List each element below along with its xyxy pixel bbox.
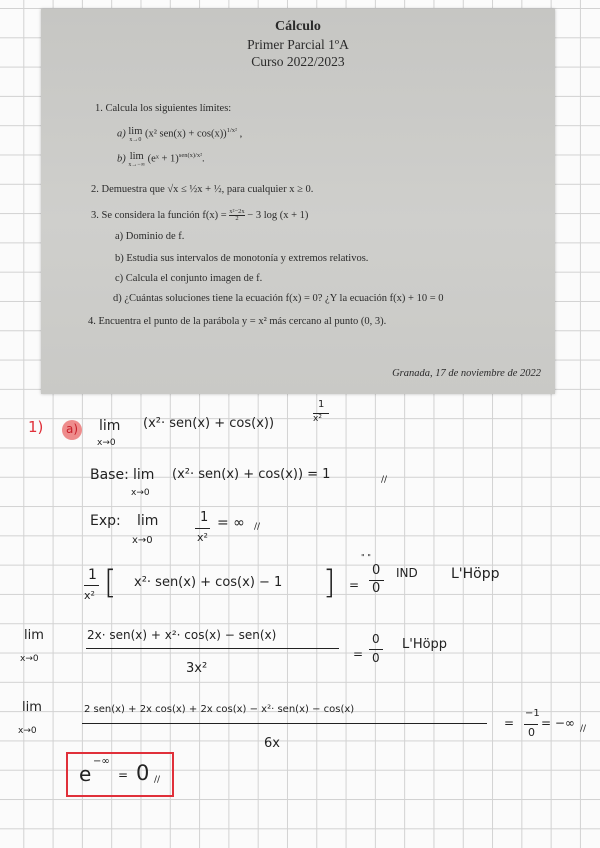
quote-marks: " " — [361, 553, 371, 562]
base-expression: (x²· sen(x) + cos(x)) = 1 — [172, 467, 331, 482]
fraction-bar — [82, 723, 487, 724]
fraction-bar — [369, 649, 383, 650]
indeterminate-numerator: 0 — [372, 632, 380, 646]
fraction-bar — [195, 528, 210, 529]
item-number: 1) — [28, 418, 44, 436]
limit-word: lim — [137, 513, 159, 529]
exam-date: Granada, 17 de noviembre de 2022 — [392, 368, 541, 379]
limit-operator: lim x→0 — [128, 126, 143, 143]
question-3b: b) Estudia sus intervalos de monotonía y extremos relativos. — [115, 253, 369, 264]
question-3d: d) ¿Cuántas soluciones tiene la ecuación f(x) = 0? ¿Y la ecuación f(x) + 10 = 0 — [113, 293, 444, 304]
denominator-expression: 6x — [264, 736, 280, 751]
factor-denominator: x² — [84, 589, 95, 602]
limit-word: lim — [133, 467, 155, 483]
denominator-expression: 3x² — [186, 661, 208, 676]
done-mark: // — [580, 724, 587, 734]
exponent-denominator: x² — [313, 414, 322, 424]
fraction-bar — [86, 648, 339, 649]
limit-subscript: x→0 — [132, 535, 153, 546]
hopital-rule: L'Höpp — [451, 566, 500, 582]
equals-sign: = — [504, 716, 515, 730]
exp-result: = ∞ — [217, 515, 245, 531]
done-mark: // — [381, 475, 388, 485]
equals-sign: = — [353, 647, 364, 661]
done-mark: // — [254, 522, 261, 532]
fraction: $\frac{\text{x²−2x}}{2}$ — [229, 208, 245, 222]
exam-title: Cálculo — [275, 19, 321, 34]
indeterminate-note: IND — [396, 566, 418, 580]
limit-subscript: x→0 — [97, 438, 116, 448]
bracket-expression: x²· sen(x) + cos(x) − 1 — [134, 575, 283, 590]
question-3: 3. Se considera la función f(x) = $\frac{\text{x²−2x}}{2}$ − 3 log (x + 1) — [91, 208, 309, 222]
exp-numerator: 1 — [200, 510, 209, 525]
result-base: e — [79, 762, 92, 786]
question-1b: b) lim x→−∞ (eˣ + 1)$^{sen(x)/x^2}$. — [117, 151, 205, 168]
exp-denominator: x² — [197, 531, 208, 544]
indeterminate-denominator: 0 — [372, 581, 381, 596]
exam-subtitle: Primer Parcial 1ºA — [247, 37, 349, 52]
equals-sign: = — [118, 768, 129, 782]
limit-word: lim — [99, 418, 121, 434]
right-bracket: ] — [323, 563, 336, 601]
numerator-expression: 2x· sen(x) + x²· cos(x) − sen(x) — [87, 628, 277, 642]
result-value: 0 — [136, 761, 150, 785]
hopital-rule: L'Höpp — [402, 637, 448, 652]
indeterminate-numerator: 0 — [372, 563, 381, 578]
exp-label: Exp: — [90, 513, 121, 529]
factor-numerator: 1 — [88, 567, 97, 583]
left-bracket: [ — [104, 563, 117, 601]
result-numerator: −1 — [525, 708, 540, 719]
indeterminate-denominator: 0 — [372, 651, 380, 665]
exponent-numerator: 1 — [318, 399, 325, 410]
limit-word: lim — [24, 628, 44, 643]
fraction-bar — [524, 724, 538, 725]
limit-expression: (x²· sen(x) + cos(x)) — [143, 416, 275, 431]
question-1: 1. Calcula los siguientes límites: — [95, 103, 232, 114]
exam-course: Curso 2022/2023 — [251, 54, 345, 69]
question-1a: a) lim x→0 (x² sen(x) + cos(x))$^{1/x^2}$ , — [117, 126, 243, 143]
done-mark: // — [154, 775, 161, 785]
limit-subscript: x→0 — [131, 488, 150, 498]
fraction-bar — [84, 585, 99, 586]
limit-result: = −∞ — [541, 716, 575, 730]
equals-sign: = — [349, 578, 360, 592]
limit-word: lim — [22, 700, 42, 715]
limit-subscript: x→0 — [20, 654, 39, 664]
limit-subscript: x→0 — [18, 726, 37, 736]
question-2: 2. Demuestra que √x ≤ ½x + ½, para cualquier x ≥ 0. — [91, 184, 314, 195]
result-exponent: −∞ — [93, 756, 110, 767]
limit-operator: lim x→−∞ — [128, 151, 146, 168]
numerator-expression: 2 sen(x) + 2x cos(x) + 2x cos(x) − x²· sen(x) − cos(x) — [84, 704, 355, 715]
base-label: Base: — [90, 467, 129, 483]
item-letter-highlight: a) — [62, 420, 82, 440]
question-3a: a) Dominio de f. — [115, 231, 185, 242]
exam-photo — [41, 9, 555, 394]
question-4: 4. Encuentra el punto de la parábola y = x² más cercano al punto (0, 3). — [88, 316, 387, 327]
question-3c: c) Calcula el conjunto imagen de f. — [115, 273, 263, 284]
result-denominator: 0 — [528, 726, 535, 739]
